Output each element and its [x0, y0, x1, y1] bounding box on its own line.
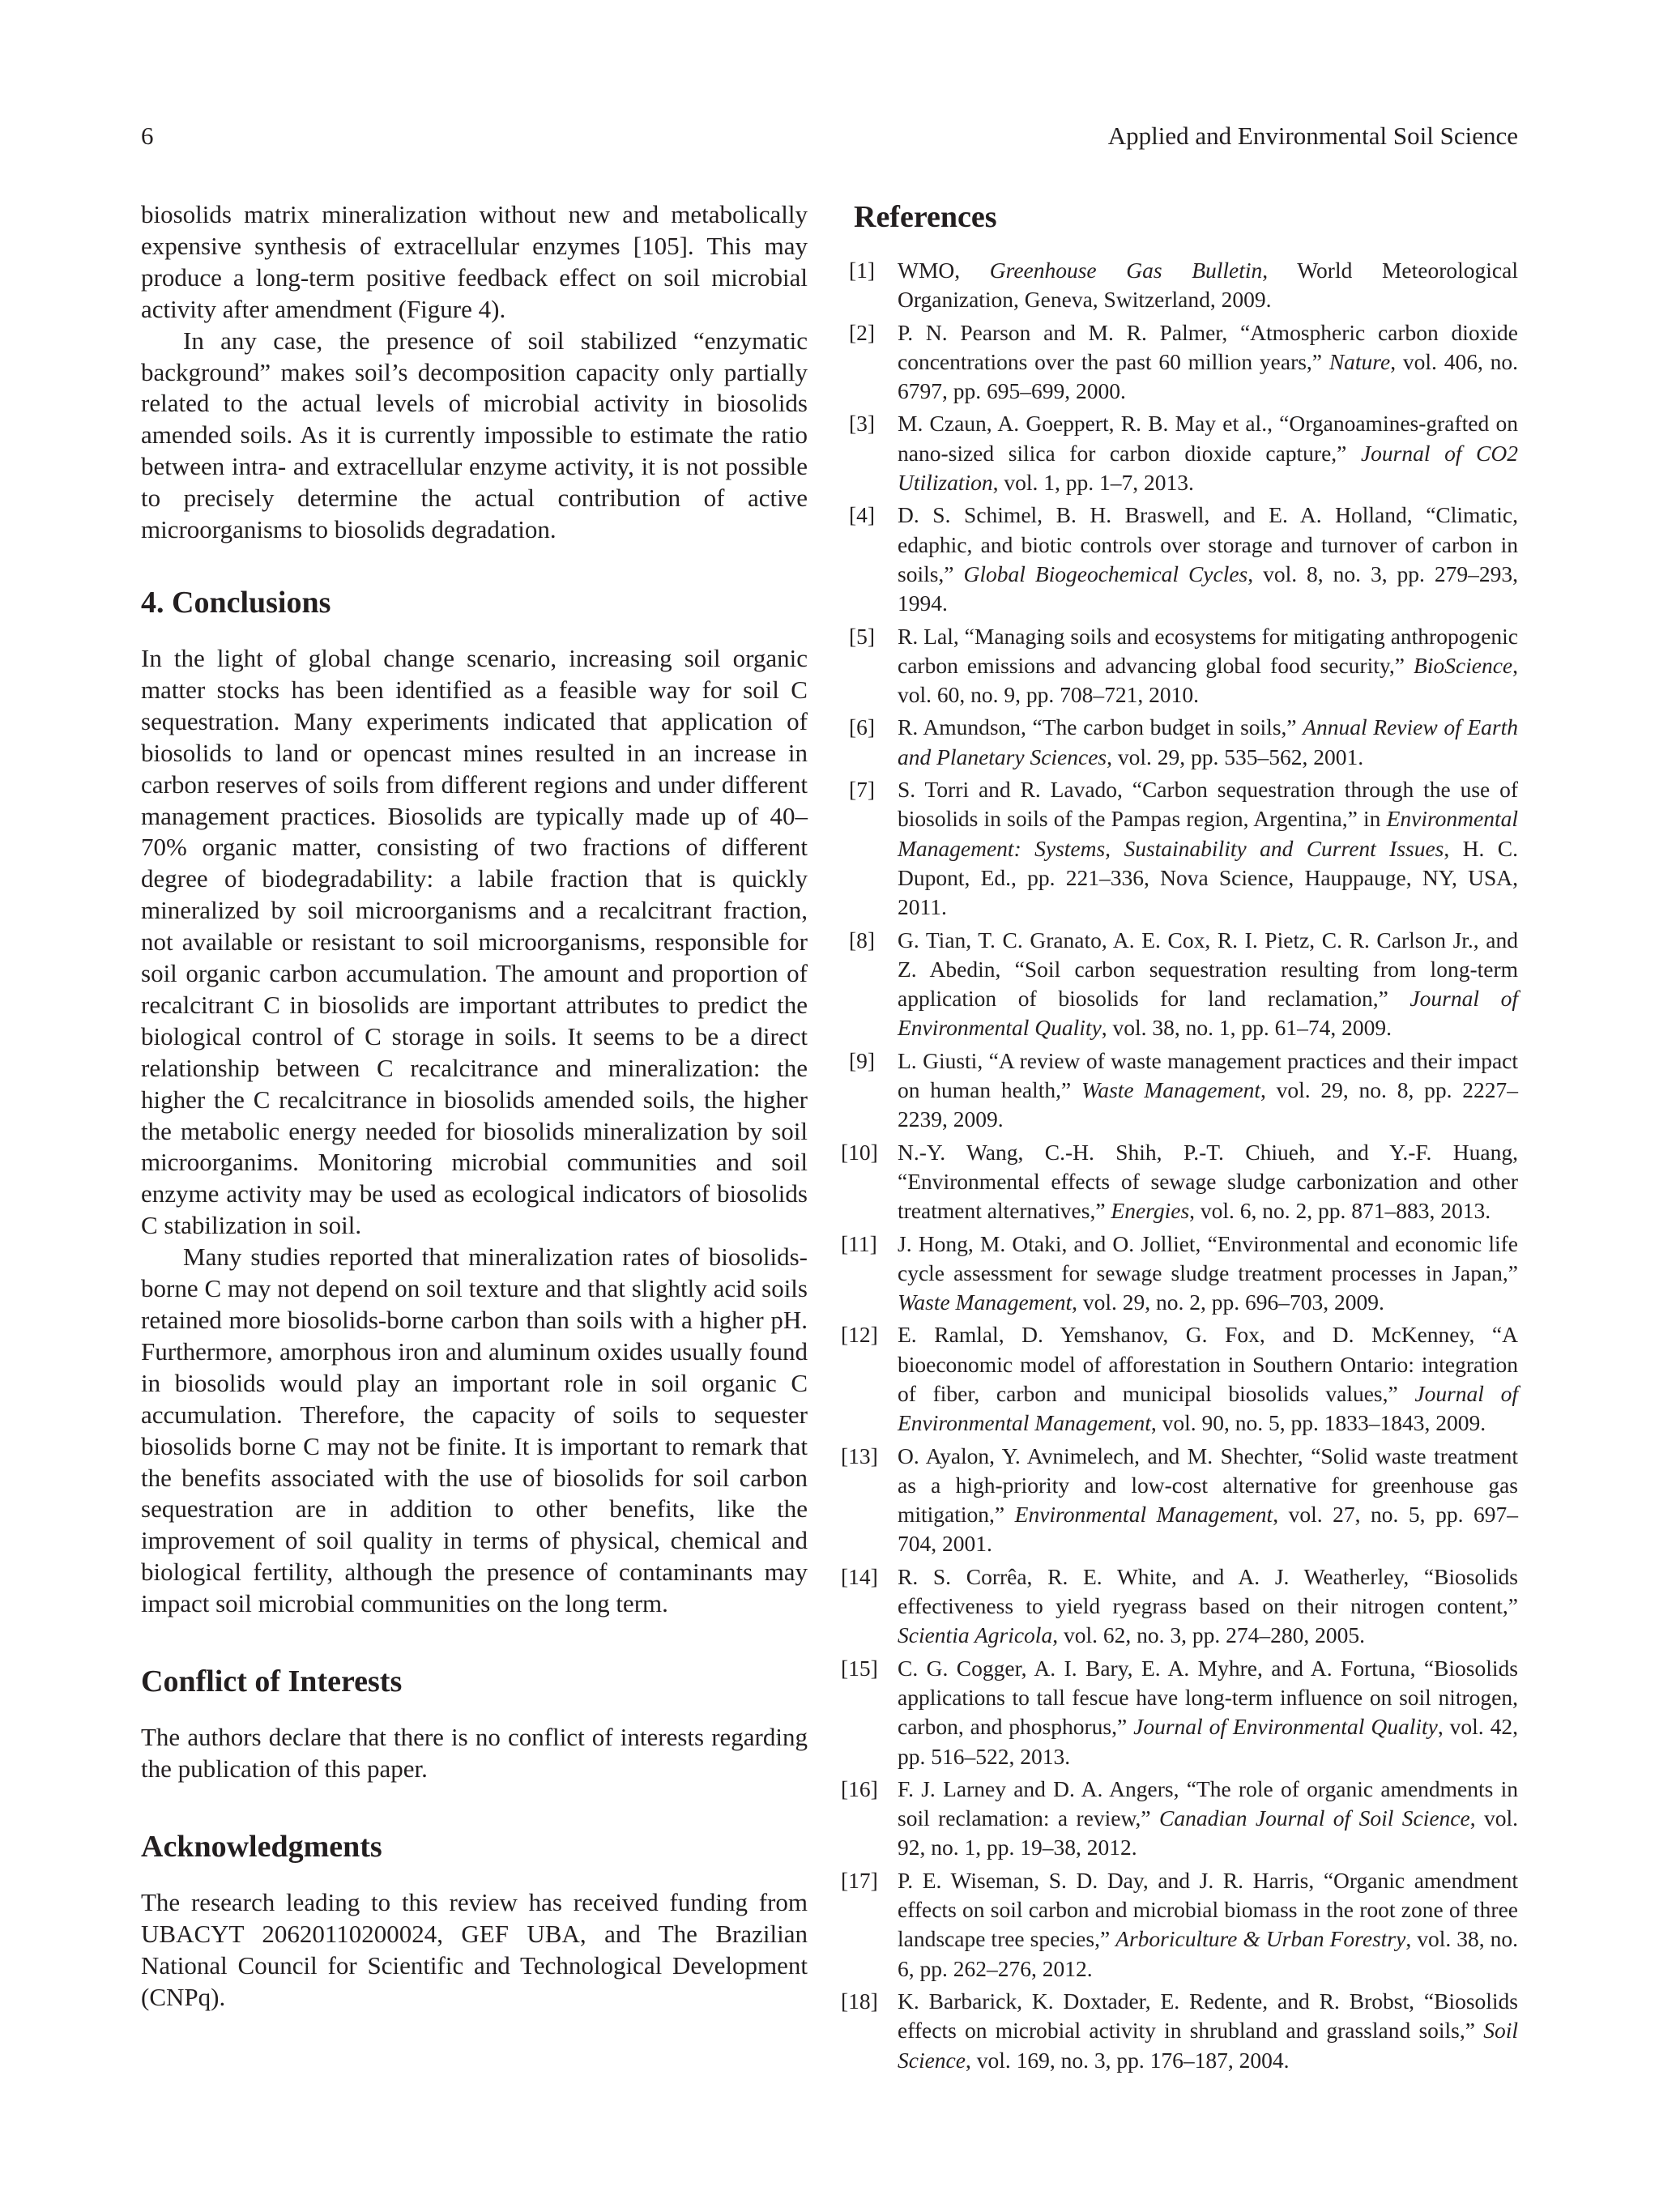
conclusions-paragraph-1: In the light of global change scenario, increasing soil organic matter stocks has been identified as a feasible way for soil C sequestration. Many experiments indicated that application of biosolids to land or opencast mines resulted in an increase in carbon reserves of soils from different regions and under different management practices. Biosolids are typically made up of 40–70% organic matter, consisting of two fractions of different degree of biodegradability: a labile fraction that is quickly mineralized by soil microorganisms and a recalcitrant fraction, not available or resistant to soil microorganisms, responsible for soil organic carbon accumulation. The amount and proportion of recalcitrant C in biosolids are important attributes to predict the biological control of C storage in soils. It seems to be a direct relationship between C recalcitrance and mineralization: the higher the C recalcitrance in biosolids amended soils, the higher the metabolic energy needed for biosolids mineralization by soil microorganims. Monitoring microbial communities and soil enzyme activity may be used as ecological indicators of biosolids C stabilization in soil.: [141, 643, 808, 1240]
reference-source: Canadian Journal of Soil Science: [1159, 1805, 1470, 1831]
reference-source: Greenhouse Gas Bulletin: [989, 258, 1263, 283]
acknowledgments-text: The research leading to this review has received funding from UBACYT 20620110200024, GEF UBA, and The Brazilian National Council for Scientific and Technological Development (CNPq).: [141, 1887, 808, 2011]
reference-authors-title: M. Czaun, A. Goeppert, R. B. May et al., “Organoamines-grafted on nano-sized silica for carbon dioxide capture,”: [898, 411, 1518, 466]
reference-authors-title: G. Tian, T. C. Granato, A. E. Cox, R. I. Pietz, C. R. Carlson Jr., and Z. Abedin, “Soil carbon sequestration resulting from long-term application of biosolids for land reclamation,”: [898, 927, 1518, 1012]
reference-item: [849, 501, 1519, 618]
reference-text: [898, 411, 1518, 495]
reference-authors-title: R. S. Corrêa, R. E. White, and A. J. Weatherley, “Biosolids effectiveness to yield ryegrass based on their nitrogen content,”: [898, 1563, 1518, 1619]
reference-source: Energies: [1111, 1198, 1190, 1224]
reference-source: Nature: [1328, 348, 1391, 374]
reference-source: Journal of Environmental Quality: [898, 986, 1518, 1041]
reference-authors-title: L. Giusti, “A review of waste management practices and their impact on human health,”: [898, 1047, 1518, 1103]
reference-authors-title: K. Barbarick, K. Doxtader, E. Redente, and R. Brobst, “Biosolids effects on microbial activity in shrubland and grassland soils,”: [898, 1988, 1518, 2044]
reference-item: [841, 1775, 1518, 1863]
reference-number: [12]: [841, 1322, 878, 1348]
reference-authors-title: C. G. Cogger, A. I. Bary, E. A. Myhre, and A. Fortuna, “Biosolids applications to tall fescue have long-term influence on soil nitrogen, carbon, and phosphorus,”: [898, 1655, 1518, 1740]
conclusions-paragraph-2: Many studies reported that mineralization rates of biosolids-borne C may not depend on soil texture and that slightly acid soils retained more biosolids-borne carbon than soils with a higher pH. Furthermore, amorphous iron and aluminum oxides usually found in biosolids would play an important role in soil organic C accumulation. Therefore, the capacity of soils to sequester biosolids borne C may not be finite. It is important to remark that the benefits associated with the use of biosolids for soil carbon sequestration are in addition to other benefits, like the improvement of soil quality in terms of physical, chemical and biological fertility, although the presence of contaminants may impact soil microbial communities on the long term.: [141, 1242, 808, 1618]
reference-text: [898, 1443, 1518, 1557]
reference-list: [841, 256, 1519, 2075]
reference-details: , vol. 90, no. 5, pp. 1833–1843, 2009.: [1150, 1410, 1486, 1436]
reference-text: [898, 714, 1518, 769]
reference-number: [16]: [841, 1775, 878, 1801]
reference-text: [898, 258, 1518, 312]
reference-item: [849, 409, 1519, 497]
reference-number: [4]: [849, 502, 876, 528]
reference-details: , vol. 29, pp. 535–562, 2001.: [1107, 744, 1364, 769]
reference-details: , vol. 27, no. 5, pp. 697–704, 2001.: [898, 1502, 1518, 1557]
reference-number: [2]: [849, 319, 876, 345]
right-column: [841, 199, 1519, 2078]
reference-details: , vol. 42, pp. 516–522, 2013.: [898, 1714, 1519, 1769]
reference-source: Scientia Agricola: [898, 1622, 1053, 1648]
reference-number: [10]: [841, 1139, 878, 1165]
running-head: [141, 120, 1518, 152]
reference-text: [898, 624, 1518, 708]
reference-details: , vol. 38, no. 6, pp. 262–276, 2012.: [898, 1926, 1519, 1981]
reference-item: [849, 318, 1518, 407]
reference-item: [849, 713, 1518, 772]
reference-item: [841, 1442, 1518, 1559]
reference-details: , World Meteorological Organization, Geneva, Switzerland, 2009.: [898, 258, 1518, 313]
reference-text: [898, 1868, 1518, 1981]
reference-item: [849, 926, 1518, 1043]
reference-authors-title: J. Hong, M. Otaki, and O. Jolliet, “Environmental and economic life cycle assessment for sewage sludge treatment processes in Japan,”: [898, 1230, 1518, 1285]
references-heading: References: [854, 200, 997, 234]
reference-details: , vol. 38, no. 1, pp. 61–74, 2009.: [1101, 1015, 1392, 1041]
reference-number: [5]: [849, 623, 876, 649]
reference-number: [9]: [849, 1047, 876, 1073]
reference-authors-title: F. J. Larney and D. A. Angers, “The role of organic amendments in soil reclamation: a review,”: [898, 1775, 1518, 1831]
reference-authors-title: N.-Y. Wang, C.-H. Shih, P.-T. Chiueh, and Y.-F. Huang, “Environmental effects of sewage sludge carbonization and other treatment alternatives,”: [898, 1139, 1518, 1224]
conclusions-heading: 4. Conclusions: [141, 585, 331, 620]
reference-authors-title: O. Ayalon, Y. Avnimelech, and M. Shechter, “Solid waste treatment as a high-priority and low-cost alternative for greenhouse gas mitigation,”: [898, 1443, 1518, 1528]
reference-text: [898, 1140, 1518, 1224]
reference-text: [898, 1776, 1518, 1860]
reference-text: [898, 1231, 1518, 1315]
reference-details: , vol. 62, no. 3, pp. 274–280, 2005.: [1052, 1622, 1365, 1648]
reference-item: [841, 1562, 1518, 1651]
intro-paragraph-2: In any case, the presence of soil stabilized “enzymatic background” makes soil’s decomposition capacity only partially related to the actual levels of microbial activity in biosolids amended soils. As it is currently impossible to estimate the ratio between intra- and extracellular enzyme activity, it is not possible to precisely determine the actual contribution of active microorganisms to biosolids degradation.: [141, 326, 808, 544]
reference-text: [898, 502, 1518, 616]
reference-details: , vol. 92, no. 1, pp. 19–38, 2012.: [898, 1805, 1518, 1860]
reference-authors-title: E. Ramlal, D. Yemshanov, G. Fox, and D. McKenney, “A bioeconomic model of afforestation in Southern Ontario: integration of fiber, carbon and municipal biosolids values,”: [898, 1322, 1518, 1406]
reference-source: Journal of Environmental Management: [898, 1380, 1518, 1436]
reference-source: Arboriculture & Urban Forestry: [1115, 1926, 1406, 1952]
reference-item: [841, 1320, 1518, 1438]
reference-number: [11]: [841, 1230, 877, 1256]
reference-number: [17]: [841, 1867, 878, 1893]
reference-details: , vol. 29, no. 8, pp. 2227–2239, 2009.: [898, 1077, 1518, 1132]
reference-source: BioScience: [1413, 652, 1513, 678]
reference-item: [849, 1046, 1518, 1135]
reference-details: , vol. 60, no. 9, pp. 708–721, 2010.: [898, 652, 1518, 708]
reference-authors-title: WMO,: [898, 258, 990, 283]
reference-item: [841, 1654, 1519, 1771]
reference-number: [8]: [849, 927, 876, 953]
reference-text: [898, 1656, 1518, 1769]
reference-number: [1]: [849, 258, 876, 283]
reference-number: [6]: [849, 714, 876, 740]
reference-details: , vol. 29, no. 2, pp. 696–703, 2009.: [1072, 1289, 1384, 1315]
reference-authors-title: R. Amundson, “The carbon budget in soils,”: [898, 714, 1303, 740]
intro-paragraph-1: biosolids matrix mineralization without new and metabolically expensive synthesis of extracellular enzymes [105]. This may produce a long-term positive feedback effect on soil microbial activity after amendment (Figure 4).: [141, 200, 808, 323]
reference-details: , vol. 1, pp. 1–7, 2013.: [992, 470, 1194, 496]
reference-authors-title: P. N. Pearson and M. R. Palmer, “Atmospheric carbon dioxide concentrations over the past 60 million years,”: [898, 319, 1518, 374]
reference-source: Global Biogeochemical Cycles: [963, 560, 1248, 586]
reference-text: [898, 320, 1518, 404]
reference-source: Environmental Management: Systems, Sustainability and Current Issues: [898, 806, 1518, 861]
reference-item: [841, 1987, 1518, 2075]
acknowledgments-heading: Acknowledgments: [141, 1829, 382, 1864]
reference-details: , H. C. Dupont, Ed., pp. 221–336, Nova Science, Hauppauge, NY, USA, 2011.: [898, 835, 1518, 920]
reference-number: [18]: [841, 1988, 878, 2014]
reference-number: [14]: [841, 1563, 878, 1589]
reference-source: Journal of CO2 Utilization: [898, 440, 1519, 496]
reference-source: Waste Management: [898, 1289, 1073, 1315]
reference-details: , vol. 6, no. 2, pp. 871–883, 2013.: [1189, 1198, 1491, 1224]
reference-source: Environmental Management: [1014, 1502, 1273, 1528]
reference-number: [3]: [849, 411, 876, 437]
reference-number: [7]: [849, 777, 876, 803]
reference-authors-title: R. Lal, “Managing soils and ecosystems for mitigating anthropogenic carbon emissions and advancing global food security,”: [898, 623, 1518, 678]
reference-source: Annual Review of Earth and Planetary Sciences: [898, 714, 1518, 769]
left-column: [141, 199, 808, 2014]
reference-text: [898, 777, 1518, 919]
reference-item: [841, 1138, 1518, 1226]
page-number: 6: [141, 121, 154, 150]
reference-number: [13]: [841, 1443, 878, 1468]
reference-text: [898, 1988, 1518, 2073]
reference-authors-title: S. Torri and R. Lavado, “Carbon sequestration through the use of biosolids in soils of the Pampas region, Argentina,” in: [898, 777, 1518, 832]
conflict-of-interests-text: The authors declare that there is no conflict of interests regarding the publication of this paper.: [141, 1723, 808, 1783]
reference-text: [898, 927, 1518, 1041]
reference-source: Journal of Environmental Quality: [1133, 1714, 1438, 1740]
journal-name: Applied and Environmental Soil Science: [1107, 121, 1518, 150]
reference-source: Soil Science: [898, 2018, 1518, 2073]
reference-item: [849, 622, 1518, 710]
reference-item: [849, 775, 1518, 922]
reference-details: , vol. 8, no. 3, pp. 279–293, 1994.: [898, 560, 1519, 616]
reference-text: [898, 1564, 1518, 1648]
reference-text: [898, 1048, 1518, 1132]
reference-authors-title: P. E. Wiseman, S. D. Day, and J. R. Harris, “Organic amendment effects on soil carbon and microbial biomass in the root zone of three landscape tree species,”: [898, 1867, 1518, 1952]
reference-source: Waste Management: [1081, 1077, 1260, 1103]
conflict-of-interests-heading: Conflict of Interests: [141, 1664, 403, 1699]
reference-item: [841, 1230, 1518, 1318]
reference-item: [841, 1866, 1519, 1984]
reference-text: [898, 1322, 1518, 1435]
reference-authors-title: D. S. Schimel, B. H. Braswell, and E. A. Holland, “Climatic, edaphic, and biotic controls over storage and turnover of carbon in soils,”: [898, 502, 1518, 586]
reference-details: , vol. 406, no. 6797, pp. 695–699, 2000.: [898, 348, 1518, 404]
reference-details: , vol. 169, no. 3, pp. 176–187, 2004.: [965, 2047, 1290, 2073]
reference-number: [15]: [841, 1655, 878, 1681]
reference-item: [849, 256, 1518, 315]
